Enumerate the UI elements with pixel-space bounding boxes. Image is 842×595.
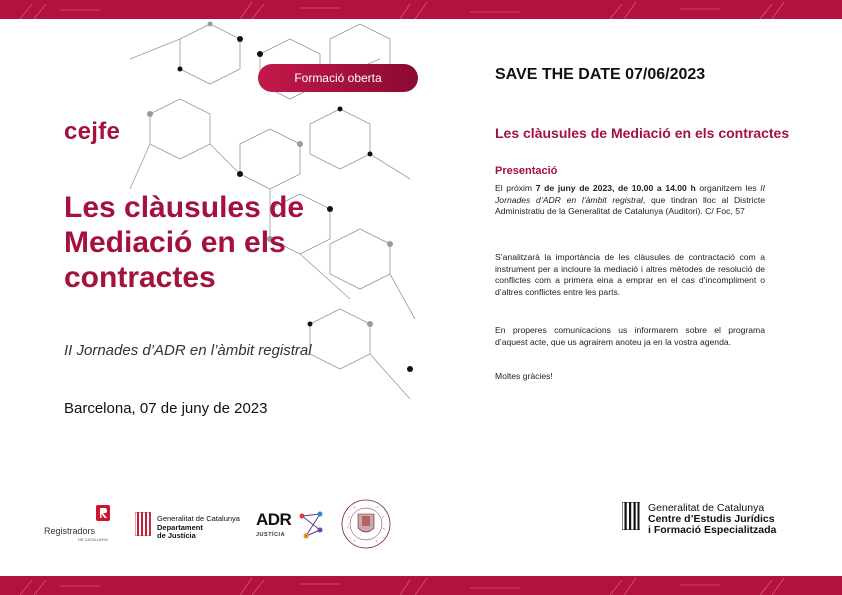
band-pattern-bottom [0, 576, 842, 595]
paragraph-intro [495, 183, 765, 218]
registradors-subname: DE CATALUNYA [78, 537, 108, 542]
gencat-emblem-icon [622, 502, 640, 530]
paragraph-thanks: Moltes gràcies! [495, 371, 553, 381]
event-subtitle: II Jornades d’ADR en l’àmbit registral [64, 342, 312, 359]
paragraph-upcoming: En properes comunicacions us informarem sobre el programa d’aquest acte, que us agrairem anoteu ja en la vostra agenda. [495, 325, 765, 347]
cejfe-line3: i Formació Especialitzada [648, 524, 777, 536]
paragraph-analysis: S’analitzarà la importància de les clàusules de contractació com a instrument per a incloure la mediació i altres mètodes de resolució de conflictes com a primera eina a emprar en el cas d’incompliment o d’altres conflictes entre les parts. [495, 252, 765, 297]
registradors-name: Registradors [44, 526, 96, 536]
section-heading: Presentació [495, 165, 558, 177]
adr-text: ADR [256, 510, 292, 529]
registradors-r-icon [96, 505, 110, 521]
gencat-line2: Departament [157, 523, 203, 532]
cejfe-line1: Generalitat de Catalunya [648, 502, 765, 514]
band-pattern [0, 0, 842, 19]
cejfe-brand: cejfe [64, 118, 121, 145]
p1-date: 7 de juny de 2023, de 10.00 a 14.00 h [535, 183, 696, 193]
bottom-decorative-band [0, 576, 842, 595]
gencat-justicia-logo [135, 510, 255, 540]
top-decorative-band [0, 0, 842, 19]
p1-e: , que tindran lloc al Districte Administratiu de la Generalitat de Catalunya (Auditori). C/ Foc, 57 [495, 194, 765, 216]
p1-a: El pròxim [495, 183, 536, 193]
academy-seal-icon [340, 498, 392, 550]
gencat-line1: Generalitat de Catalunya [157, 514, 240, 523]
p1-event: II Jornades d’ADR en l’àmbit registral [495, 183, 765, 205]
formacio-oberta-pill: Formació oberta [258, 64, 418, 92]
p1-c: organitzem les [695, 183, 761, 193]
adr-network-icon [298, 508, 326, 542]
right-title: Les clàusules de Mediació en els contractes [495, 125, 790, 141]
place-date: Barcelona, 07 de juny de 2023 [64, 400, 268, 417]
adr-subtext: JUSTÍCIA [256, 532, 286, 538]
senyera-icon [135, 512, 151, 536]
adr-justicia-logo [256, 506, 326, 548]
cejfe-institution-logo [622, 502, 802, 538]
registradors-logo [44, 505, 114, 555]
gencat-line3: de Justícia [157, 531, 196, 540]
main-title: Les clàusules de Mediació en els contractes [64, 191, 305, 294]
save-the-date: SAVE THE DATE 07/06/2023 [495, 66, 706, 83]
cejfe-line2: Centre d’Estudis Jurídics [648, 513, 775, 525]
